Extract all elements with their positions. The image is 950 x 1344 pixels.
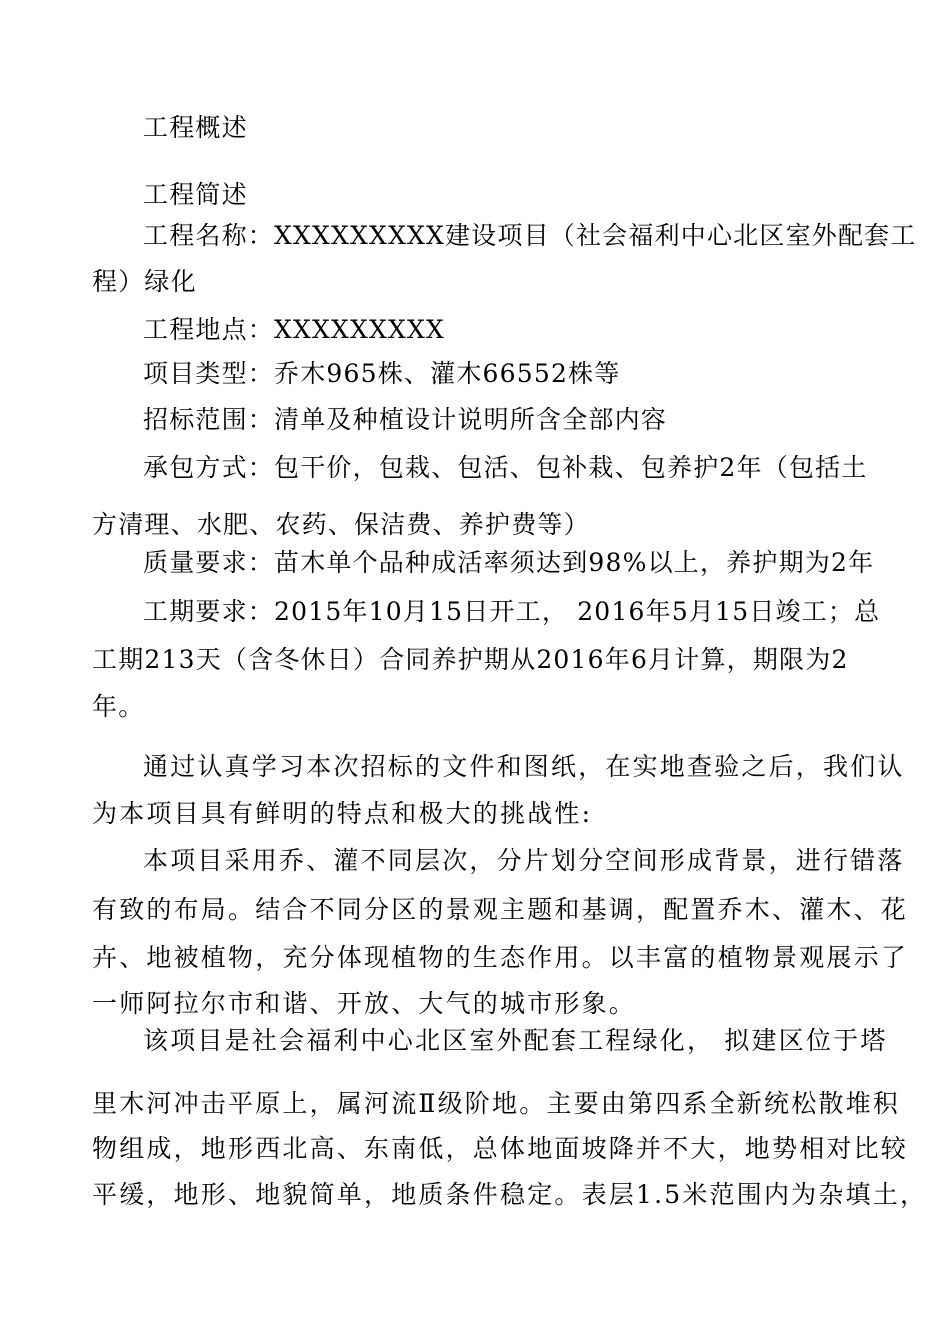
- subsection-heading: 工程简述: [143, 180, 248, 209]
- paragraph-line: 该项目是社会福利中心北区室外配套工程绿化， 拟建区位于塔: [143, 1026, 888, 1055]
- paragraph-line: 物组成，地形西北高、东南低，总体地面坡降并不大，地势相对比较: [92, 1134, 909, 1163]
- quality-requirement-line: 质量要求：苗木单个品种成活率须达到98%以上，养护期为2年: [143, 548, 875, 577]
- paragraph-line: 通过认真学习本次招标的文件和图纸，在实地查验之后，我们认: [143, 752, 905, 781]
- paragraph-line: 一师阿拉尔市和谐、开放、大气的城市形象。: [92, 989, 637, 1018]
- paragraph-line: 有致的布局。结合不同分区的景观主题和基调，配置乔木、灌木、花: [92, 895, 909, 924]
- project-location-line: 工程地点：XXXXXXXXX: [143, 315, 445, 344]
- project-type-line: 项目类型：乔木965株、灌木66552株等: [143, 359, 621, 388]
- schedule-continuation-1: 工期213天（含冬休日）合同养护期从2016年6月计算，期限为2: [92, 645, 849, 674]
- project-name-continuation: 程）绿化: [92, 267, 197, 296]
- section-heading: 工程概述: [143, 113, 248, 142]
- paragraph-line: 里木河冲击平原上，属河流Ⅱ级阶地。主要由第四系全新统松散堆积: [92, 1089, 900, 1118]
- contract-method-continuation: 方清理、水肥、农药、保洁费、养护费等）: [92, 510, 590, 539]
- paragraph-line: 平缓，地形、地貌简单，地质条件稳定。表层1.5米范围内为杂填土，: [92, 1180, 928, 1209]
- schedule-continuation-2: 年。: [92, 692, 145, 721]
- paragraph-line: 卉、地被植物，充分体现植物的生态作用。以丰富的植物景观展示了: [92, 943, 909, 972]
- paragraph-line: 本项目采用乔、灌不同层次，分片划分空间形成背景，进行错落: [143, 846, 905, 875]
- paragraph-line: 为本项目具有鲜明的特点和极大的挑战性:: [92, 799, 593, 828]
- bid-scope-line: 招标范围：清单及种植设计说明所含全部内容: [143, 405, 668, 434]
- contract-method-line: 承包方式：包干价，包栽、包活、包补栽、包养护2年（包括土: [143, 453, 868, 482]
- project-name-line: 工程名称：XXXXXXXXX建设项目（社会福利中心北区室外配套工: [143, 221, 917, 250]
- schedule-requirement-line: 工期要求：2015年10月15日开工， 2016年5月15日竣工；总: [143, 597, 881, 626]
